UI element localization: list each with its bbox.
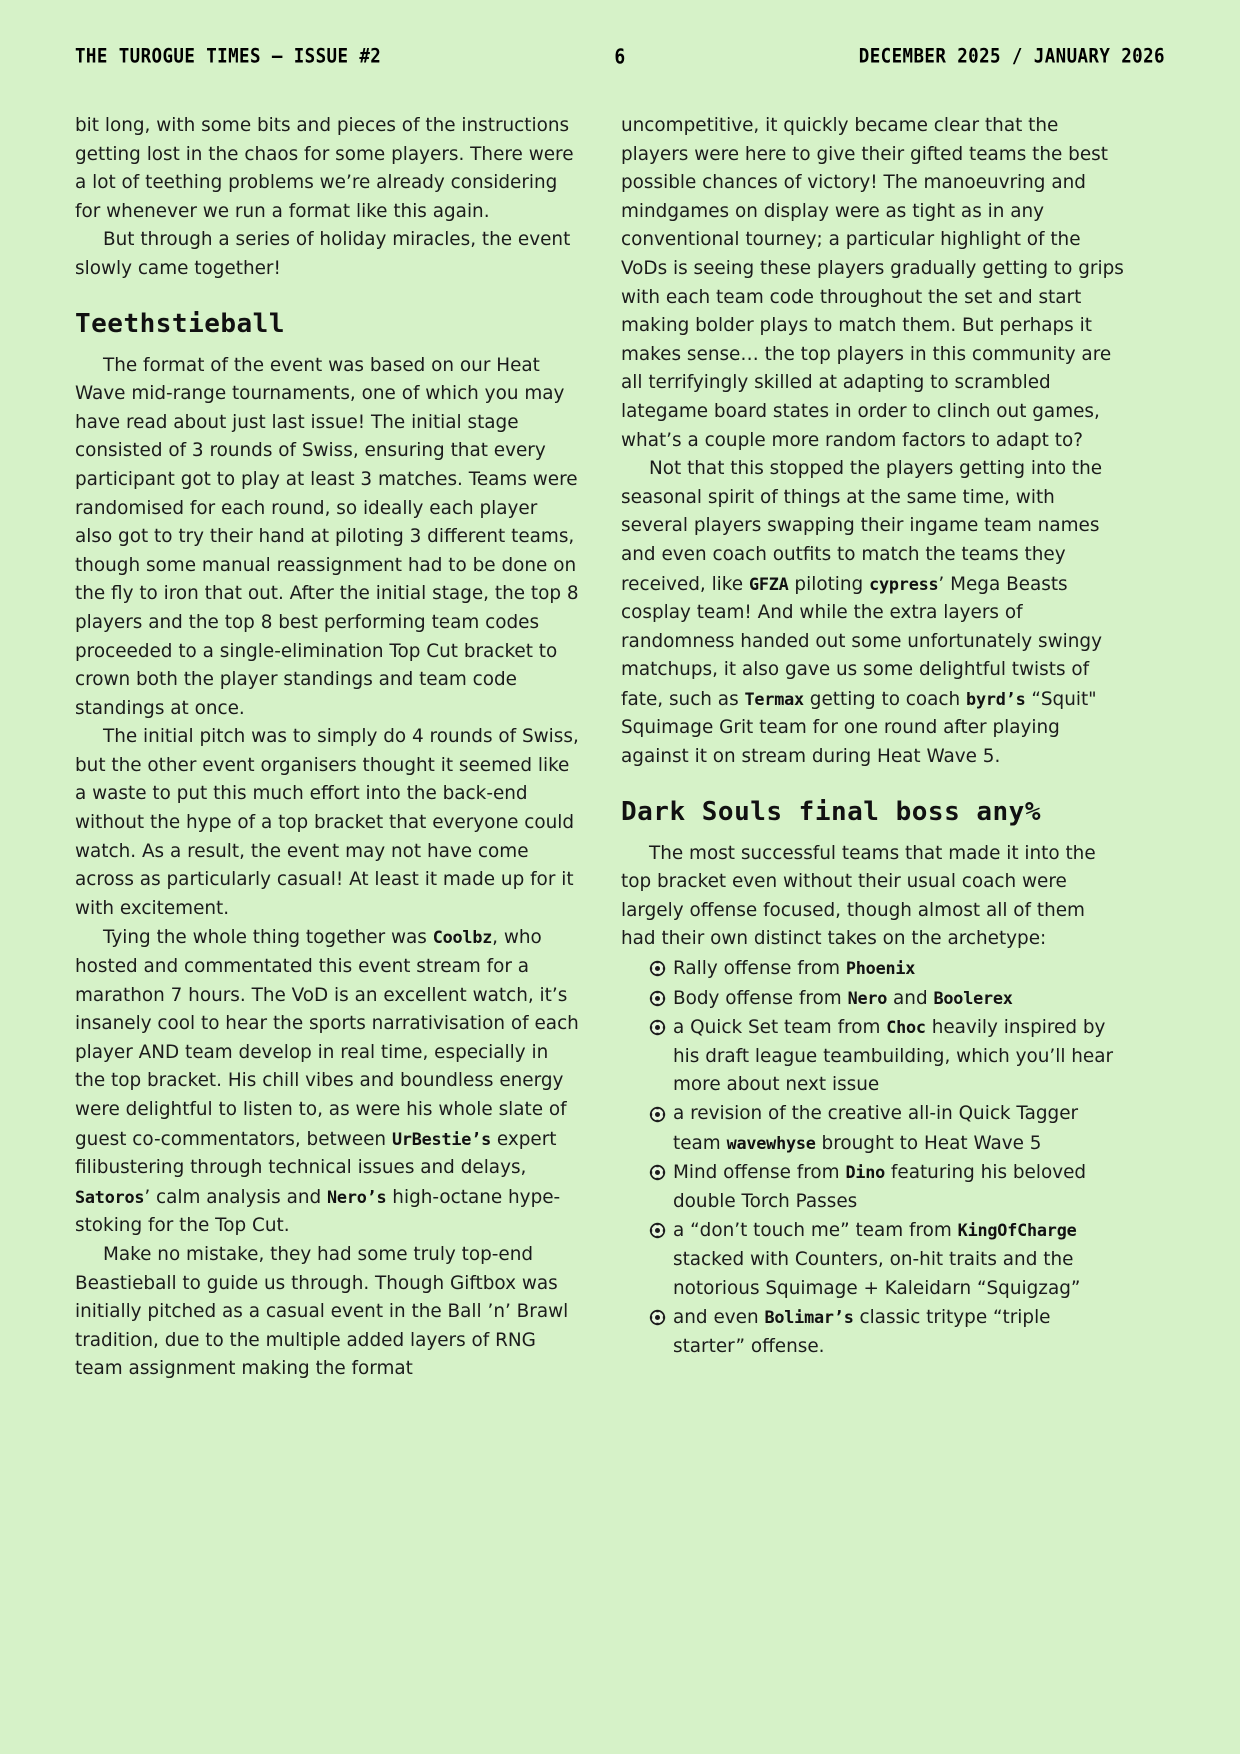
- text-run: classic tritype “triple starter” offense.: [673, 1307, 1051, 1357]
- player-tag-kingofcharge: KingOfCharge: [957, 1220, 1077, 1241]
- player-tag-termax: Termax: [744, 688, 804, 709]
- player-tag-coolbz: Coolbz: [432, 927, 493, 948]
- player-tag-nero: Nero’s: [327, 1186, 387, 1207]
- text-run: , who hosted and commentated this event stream for a marathon 7 hours. The VoD is an excellent watch, it’s insanely cool to hear the sports narrativisation of each player AND team develop in real time, especially in the top bracket. His chill vibes and boundless energy were delightful to listen to, as were his whole slate of guest co-commentators, between: [75, 927, 579, 1150]
- text-run: high-octane hype-stoking for the Top Cut.: [75, 1186, 561, 1237]
- text-run: Mind offense from: [673, 1162, 846, 1184]
- article-columns: [75, 112, 1165, 1384]
- text-run: brought to Heat Wave 5: [815, 1132, 1042, 1154]
- text-run: Body offense from: [673, 987, 848, 1009]
- text-run: featuring his beloved double Torch Passes: [673, 1162, 1087, 1212]
- text-run: Not that this stopped the players getting into the seasonal spirit of things at the same time, with several players swapping their ingame team names and even coach outfits to match the teams they received, like: [621, 458, 1103, 595]
- list-item: [621, 1158, 1125, 1216]
- paragraph-format-description: The format of the event was based on our Heat Wave mid-range tournaments, one of which you may have read about just last issue! The initial stage consisted of 3 rounds of Swiss, ensuring that every participant got to play at least 3 matches. Teams were randomised for each round, so ideally each player also got to try their hand at piloting 3 different teams, though some manual reassignment had to be done on the fly to iron that out. After the initial stage, the top 8 players and the top 8 best performing team codes proceeded to a single-elimination Top Cut bracket to crown both the player standings and team code standings at once.: [75, 354, 579, 719]
- beastball-bullet-icon: [649, 1164, 666, 1181]
- right-column: [621, 112, 1125, 1361]
- paragraph-top-end-beastieball: Make no mistake, they had some truly top-end Beastieball to guide us through. Though Giftbox was initially pitched as a casual event in the Ball ’n’ Brawl tradition, due to the multiple added layers of RNG team assignment making the format: [75, 1243, 569, 1380]
- paragraph-uncompetitive-continuation: uncompetitive, it quickly became clear that the players were here to give their gifted teams the best possible chances of victory! The manoeuvring and mindgames on display were as tight as in any conventional tourney; a particular highlight of the VoDs is seeing these players gradually getting to grips with each team code throughout the set and start making bolder plays to match them. But perhaps it makes sense… the top players in this community are all terrifyingly skilled at adapting to scrambled lategame board states in order to clinch out games, what’s a couple more random factors to adapt to?: [621, 115, 1124, 451]
- page-number: 6: [614, 45, 626, 69]
- text-run: Rally offense from: [673, 958, 846, 980]
- text-run: stacked with Counters, on-hit traits and the notorious Squimage + Kaleidarn “Squigzag”: [673, 1248, 1081, 1299]
- paragraph-commentary-credits: [75, 923, 579, 1241]
- text-run: ’ calm analysis and: [144, 1186, 328, 1208]
- list-item: [621, 1013, 1125, 1100]
- list-item: [621, 1100, 1125, 1158]
- paragraph-successful-teams-intro: The most successful teams that made it into the top bracket even without their usual coach were largely offense focused, though almost all of them had their own distinct takes on the archetype:: [621, 842, 1096, 950]
- paragraph-seasonal-spirit: [621, 455, 1125, 772]
- paragraph-holiday-miracles: But through a series of holiday miracles, the event slowly came together!: [75, 229, 571, 279]
- team-archetype-list: [621, 954, 1125, 1361]
- list-item: [621, 954, 1125, 984]
- section-heading-teethstieball: Teethstieball: [75, 308, 285, 339]
- text-run: and even: [673, 1307, 765, 1329]
- beastball-bullet-icon: [649, 1309, 666, 1326]
- list-item: [621, 984, 1125, 1014]
- beastball-bullet-icon: [649, 1222, 666, 1239]
- paragraph-continuation: bit long, with some bits and pieces of the instructions getting lost in the chaos for some players. There were a lot of teething problems we’re already considering for whenever we run a format like this again.: [75, 115, 574, 222]
- list-item: [621, 1216, 1125, 1303]
- beastball-bullet-icon: [649, 990, 666, 1007]
- player-tag-bolimar: Bolimar’s: [764, 1307, 854, 1328]
- beastball-bullet-icon: [649, 1019, 666, 1036]
- text-run: a Quick Set team from: [673, 1017, 887, 1039]
- masthead-issue-date: DECEMBER 2025 / JANUARY 2026: [858, 45, 1165, 68]
- running-header: [75, 45, 1165, 82]
- masthead-publication-title: THE TUROGUE TIMES — ISSUE #2: [75, 45, 382, 68]
- left-column: [75, 112, 579, 1384]
- player-tag-wavewhyse: wavewhyse: [726, 1132, 816, 1153]
- player-tag-byrd: byrd’s: [966, 688, 1026, 709]
- beastball-bullet-icon: [649, 1106, 666, 1123]
- text-run: piloting: [788, 573, 870, 595]
- player-tag-phoenix: Phoenix: [845, 958, 916, 979]
- list-item: [621, 1303, 1125, 1361]
- player-tag-satoros: Satoros: [75, 1186, 145, 1207]
- beastball-bullet-icon: [649, 960, 666, 977]
- player-tag-cypress: cypress: [869, 573, 939, 594]
- text-run: heavily inspired by his draft league teambuilding, which you’ll hear more about next issue: [673, 1017, 1114, 1096]
- text-run: a revision of the creative all-in Quick Tagger team: [673, 1103, 1079, 1154]
- player-tag-boolerex: Boolerex: [933, 987, 1013, 1008]
- text-run: ’ Mega Beasts cosplay team! And while the extra layers of randomness handed out some unfortunately swingy matchups, it also gave us some delightful twists of fate, such as: [621, 573, 1102, 710]
- text-run: getting to coach: [803, 688, 967, 710]
- player-tag-choc: Choc: [886, 1017, 926, 1038]
- player-tag-dino: Dino: [845, 1162, 886, 1183]
- text-run: and: [887, 987, 934, 1009]
- player-tag-nero: Nero: [847, 987, 888, 1008]
- text-run: “Squit" Squimage Grit team for one round after playing against it on stream during Heat Wave 5.: [621, 688, 1097, 768]
- text-run: Tying the whole thing together was: [103, 927, 433, 949]
- section-heading-dark-souls: Dark Souls final boss any%: [621, 796, 1041, 827]
- paragraph-initial-pitch: The initial pitch was to simply do 4 rounds of Swiss, but the other event organisers thought it seemed like a waste to put this much effort into the back-end without the hype of a top bracket that everyone could watch. As a result, the event may not have come across as particularly casual! At least it made up for it with excitement.: [75, 726, 579, 919]
- player-tag-gfza: GFZA: [748, 573, 789, 594]
- text-run: expert filibustering through technical issues and delays,: [75, 1128, 557, 1179]
- text-run: a “don’t touch me” team from: [673, 1220, 958, 1242]
- player-tag-urbestie: UrBestie’s: [391, 1128, 491, 1149]
